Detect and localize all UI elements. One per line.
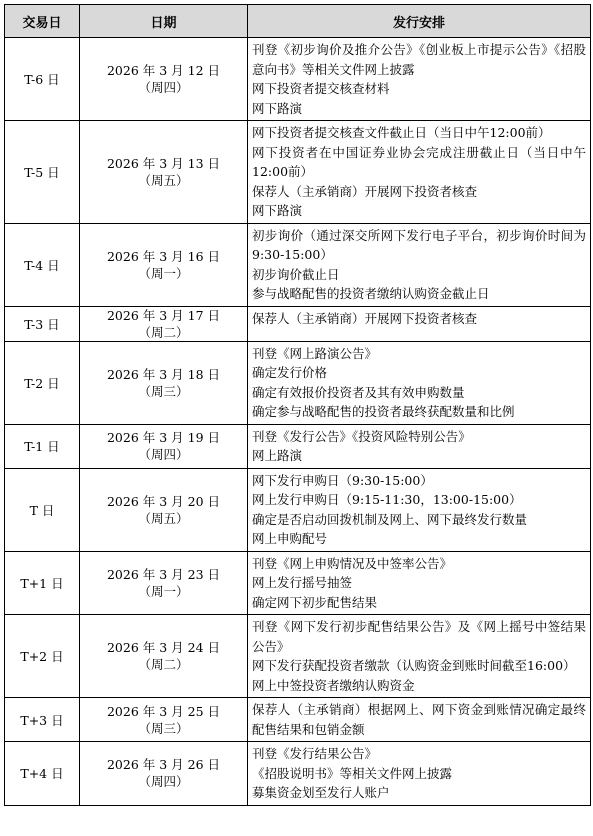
arrangement-item: 刊登《初步询价及推介公告》《创业板上市提示公告》《招股意向书》等相关文件网上披露 (252, 42, 586, 77)
arrangement-item: 网下发行获配投资者缴款（认购资金到账时间截至16:00） (252, 658, 576, 673)
arrangement-item: 刊登《发行结果公告》 (252, 746, 378, 761)
calendar-date: 2026 年 3 月 19 日 (106, 430, 221, 445)
trading-day-cell: T-6 日 (5, 38, 80, 121)
date-cell (80, 698, 248, 742)
table-row (5, 742, 591, 806)
arrangement-item: 网下路演 (252, 100, 303, 116)
arrangement-item: 网上发行申购日（9:15-11:30，13:00-15:00） (252, 492, 522, 507)
arrangement-item: 确定发行价格 (252, 365, 328, 380)
header-row (5, 5, 591, 38)
date-cell (80, 742, 248, 806)
arrangement-item: 保荐人（主承销商）根据网上、网下资金到账情况确定最终配售结果和包销金额 (252, 702, 586, 737)
table-row (5, 615, 591, 698)
arrangement-item: 募集资金划至发行人账户 (252, 785, 390, 800)
arrangement-cell (248, 468, 591, 551)
trading-day-cell: T+1 日 (5, 551, 80, 615)
weekday-label: （周一） (138, 583, 189, 599)
date-cell (80, 551, 248, 615)
weekday-label: （周五） (138, 510, 189, 526)
calendar-date: 2026 年 3 月 23 日 (106, 566, 221, 582)
arrangement-cell (248, 742, 591, 806)
trading-day-cell: T-4 日 (5, 223, 80, 306)
calendar-date: 2026 年 3 月 26 日 (106, 757, 221, 773)
table-row (5, 223, 591, 306)
arrangement-item: 参与战略配售的投资者缴纳认购资金截止日 (252, 286, 490, 301)
arrangement-cell (248, 121, 591, 224)
arrangement-cell (248, 615, 591, 698)
weekday-label: （周五） (138, 172, 189, 188)
arrangement-cell (248, 698, 591, 742)
weekday-label: （周四） (138, 447, 189, 462)
arrangement-item: 网上申购配号 (252, 531, 328, 546)
table-row (5, 698, 591, 742)
arrangement-item: 确定有效报价投资者及其有效申购数量 (252, 384, 465, 400)
header-trading-day: 交易日 (5, 5, 80, 38)
issuance-schedule-table (4, 4, 591, 806)
header-date: 日期 (80, 5, 248, 38)
trading-day-cell: T+3 日 (5, 698, 80, 742)
arrangement-item: 网下投资者提交核查文件截止日（当日中午12:00前） (252, 125, 551, 140)
date-cell (80, 468, 248, 551)
arrangement-item: 刊登《网上申购情况及中签率公告》 (252, 555, 453, 571)
arrangement-cell (248, 341, 591, 424)
arrangement-item: 保荐人（主承销商）开展网下投资者核查 (252, 183, 478, 199)
weekday-label: （周二） (138, 324, 189, 340)
calendar-date: 2026 年 3 月 24 日 (106, 640, 221, 655)
table-row (5, 468, 591, 551)
arrangement-item: 网上发行摇号抽签 (252, 575, 353, 590)
trading-day-cell: T-3 日 (5, 306, 80, 341)
date-cell (80, 341, 248, 424)
header-arrangement: 发行安排 (248, 5, 591, 38)
table-row (5, 306, 591, 341)
arrangement-item: 网下投资者提交核查材料 (252, 81, 390, 96)
trading-day-cell: T-5 日 (5, 121, 80, 224)
table-row (5, 424, 591, 468)
arrangement-item: 刊登《网上路演公告》 (252, 345, 378, 361)
weekday-label: （周三） (138, 720, 189, 736)
weekday-label: （周四） (138, 80, 189, 95)
arrangement-item: 网上中签投资者缴纳认购资金 (252, 677, 415, 693)
calendar-date: 2026 年 3 月 16 日 (106, 248, 221, 264)
table-row (5, 551, 591, 615)
arrangement-cell (248, 424, 591, 468)
table-row (5, 121, 591, 224)
arrangement-cell (248, 306, 591, 341)
arrangement-item: 刊登《网下发行初步配售结果公告》及《网上摇号中签结果公告》 (252, 619, 586, 654)
arrangement-item: 确定参与战略配售的投资者最终获配数量和比例 (252, 404, 515, 419)
table-row (5, 38, 591, 121)
date-cell (80, 306, 248, 341)
arrangement-item: 确定网下初步配售结果 (252, 594, 378, 610)
date-cell (80, 615, 248, 698)
weekday-label: （周四） (138, 774, 189, 790)
date-cell (80, 121, 248, 224)
arrangement-item: 网下发行申购日（9:30-15:00） (252, 472, 433, 488)
arrangement-item: 网下路演 (252, 203, 303, 218)
trading-day-cell: T-2 日 (5, 341, 80, 424)
calendar-date: 2026 年 3 月 25 日 (106, 703, 221, 719)
arrangement-cell (248, 551, 591, 615)
calendar-date: 2026 年 3 月 13 日 (106, 155, 221, 171)
table-row (5, 341, 591, 424)
date-cell (80, 38, 248, 121)
arrangement-item: 网上路演 (252, 448, 303, 463)
arrangement-item: 网下投资者在中国证券业协会完成注册截止日（当日中午12:00前） (252, 144, 586, 179)
arrangement-cell (248, 38, 591, 121)
weekday-label: （周一） (138, 265, 189, 281)
arrangement-item: 刊登《发行公告》《投资风险特别公告》 (252, 428, 471, 444)
arrangement-item: 初步询价（通过深交所网下发行电子平台，初步询价时间为 9:30-15:00） (252, 227, 586, 262)
trading-day-cell: T-1 日 (5, 424, 80, 468)
trading-day-cell: T 日 (5, 468, 80, 551)
date-cell (80, 424, 248, 468)
arrangement-item: 初步询价截止日 (252, 266, 340, 282)
date-cell (80, 223, 248, 306)
arrangement-cell (248, 223, 591, 306)
trading-day-cell: T+2 日 (5, 615, 80, 698)
arrangement-item: 《招股说明书》等相关文件网上披露 (252, 765, 453, 781)
weekday-label: （周二） (138, 657, 189, 672)
trading-day-cell: T+4 日 (5, 742, 80, 806)
calendar-date: 2026 年 3 月 18 日 (106, 366, 221, 382)
weekday-label: （周三） (138, 383, 189, 399)
arrangement-item: 确定是否启动回拨机制及网上、网下最终发行数量 (252, 511, 528, 527)
calendar-date: 2026 年 3 月 12 日 (106, 63, 221, 78)
calendar-date: 2026 年 3 月 20 日 (106, 493, 221, 509)
calendar-date: 2026 年 3 月 17 日 (106, 307, 221, 323)
arrangement-item: 保荐人（主承销商）开展网下投资者核查 (252, 310, 478, 326)
